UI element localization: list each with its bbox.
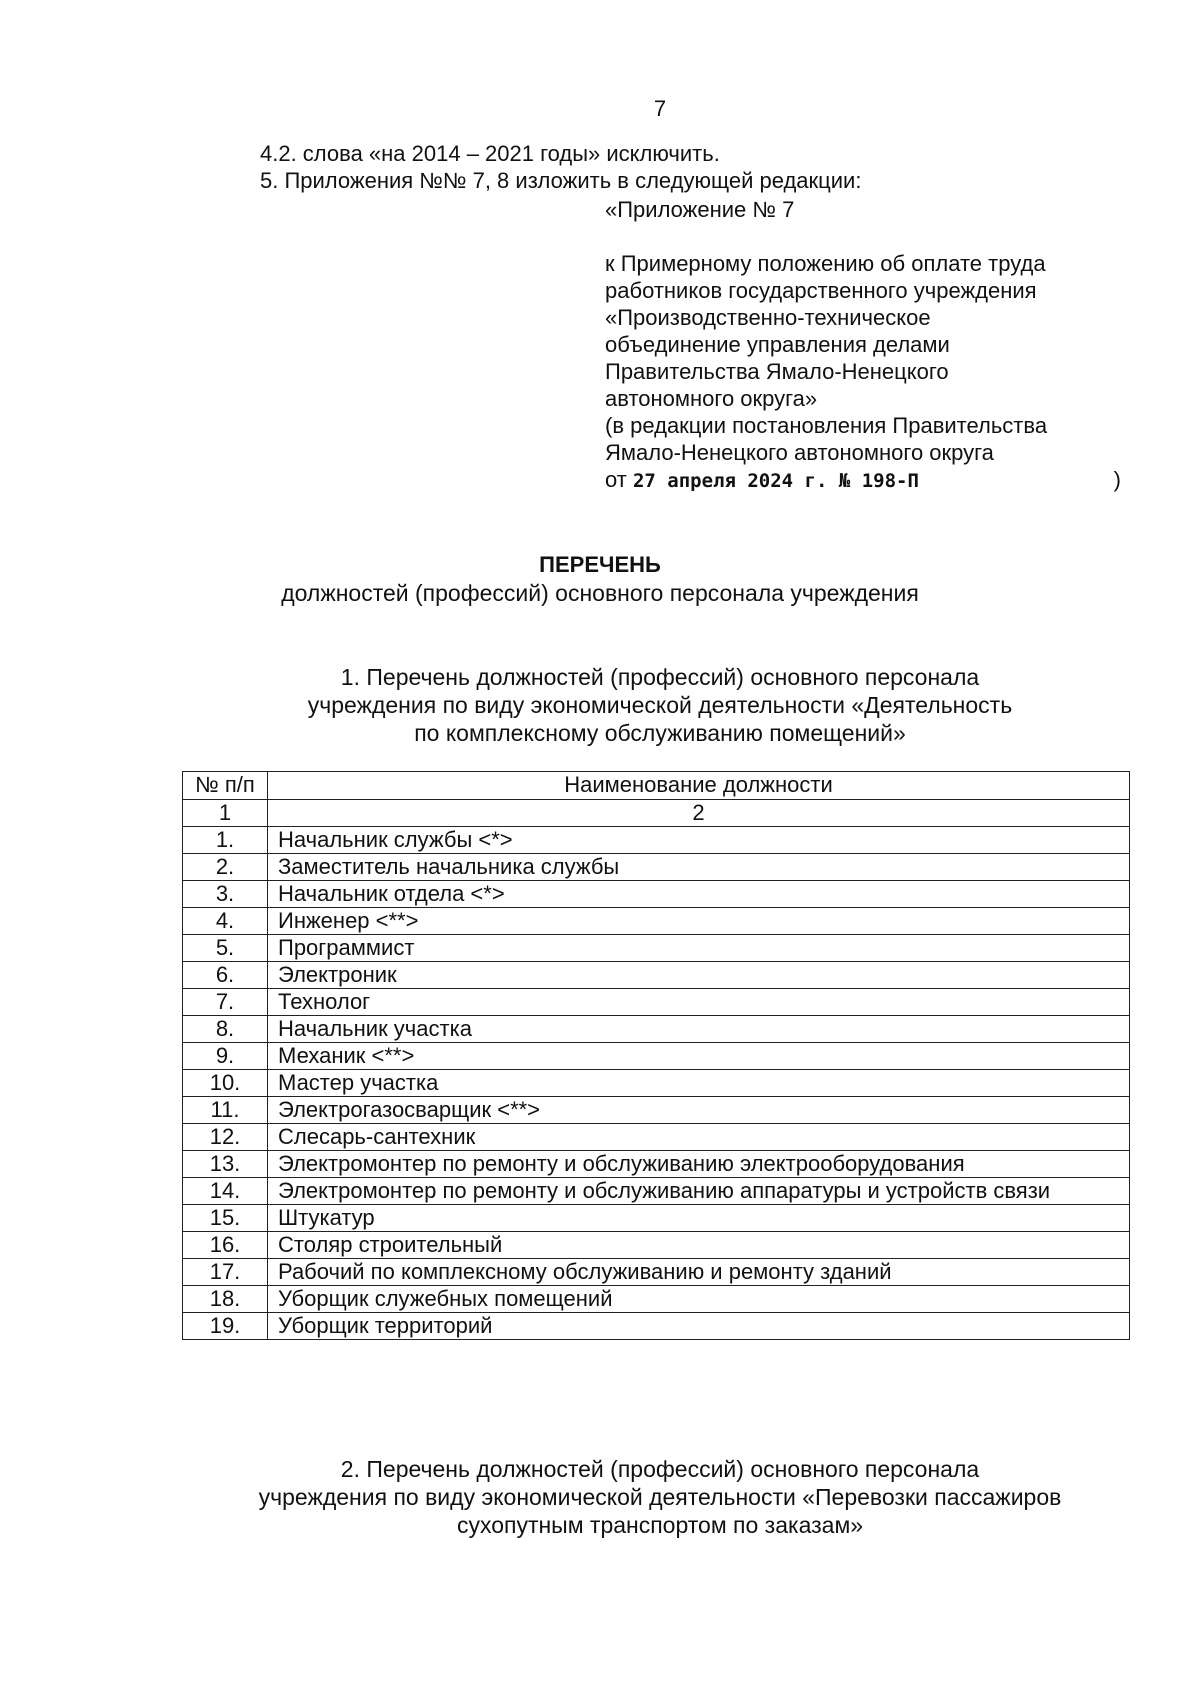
annex-date-value: 27 апреля 2024 г. № 198-П [632,470,919,492]
annex-close-paren: ) [1113,467,1121,492]
row-position-name: Электромонтер по ремонту и обслуживанию электрооборудования [268,1151,1130,1178]
annex-line: работников государственного учреждения [605,278,1037,303]
table-row [183,1151,1130,1178]
row-number: 7. [183,989,268,1016]
annex-date-line [605,466,1125,495]
row-number: 1. [183,827,268,854]
row-position-name: Уборщик территорий [268,1313,1130,1340]
row-number: 5. [183,935,268,962]
row-number: 3. [183,881,268,908]
row-position-name: Заместитель начальника службы [268,854,1130,881]
row-number: 2. [183,854,268,881]
row-position-name: Начальник службы <*> [268,827,1130,854]
table-row [183,854,1130,881]
header-position-name: Наименование должности [268,772,1130,800]
table-row [183,1178,1130,1205]
index-cell: 1 [183,800,268,827]
table-row [183,962,1130,989]
table-row [183,1232,1130,1259]
annex-date-prefix: от [605,467,627,492]
section-1-line: 1. Перечень должностей (профессий) основного персонала [340,664,980,690]
table-row [183,1016,1130,1043]
clause-5: 5. Приложения №№ 7, 8 изложить в следующей редакции: [260,168,862,193]
table-header-row [183,772,1130,800]
document-subtitle: должностей (профессий) основного персонала учреждения [281,580,919,606]
row-number: 14. [183,1178,268,1205]
table-row [183,1259,1130,1286]
annex-line: Ямало-Ненецкого автономного округа [605,440,994,465]
annex-heading [605,196,1125,223]
annex-heading-text: «Приложение № 7 [605,197,795,222]
row-position-name: Механик <**> [268,1043,1130,1070]
table-index-row [183,800,1130,827]
row-number: 9. [183,1043,268,1070]
positions-table [182,771,1130,1340]
row-position-name: Уборщик служебных помещений [268,1286,1130,1313]
row-position-name: Электромонтер по ремонту и обслуживанию аппаратуры и устройств связи [268,1178,1130,1205]
row-number: 16. [183,1232,268,1259]
row-number: 12. [183,1124,268,1151]
annex-line: Правительства Ямало-Ненецкого [605,359,949,384]
table-row [183,1205,1130,1232]
section-1-line: учреждения по виду экономической деятельности «Деятельность [307,692,1013,718]
row-number: 18. [183,1286,268,1313]
header-number: № п/п [183,772,268,800]
table-row [183,1124,1130,1151]
row-number: 11. [183,1097,268,1124]
annex-line: объединение управления делами [605,332,950,357]
page-number: 7 [653,96,667,121]
section-2-heading [180,1455,1140,1539]
row-number: 13. [183,1151,268,1178]
row-position-name: Программист [268,935,1130,962]
row-position-name: Рабочий по комплексному обслуживанию и ремонту зданий [268,1259,1130,1286]
row-number: 10. [183,1070,268,1097]
table-row [183,1286,1130,1313]
index-cell: 2 [268,800,1130,827]
row-position-name: Технолог [268,989,1130,1016]
row-position-name: Электрогазосварщик <**> [268,1097,1130,1124]
row-position-name: Начальник участка [268,1016,1130,1043]
row-position-name: Начальник отдела <*> [268,881,1130,908]
row-position-name: Штукатур [268,1205,1130,1232]
row-position-name: Слесарь-сантехник [268,1124,1130,1151]
annex-block [605,250,1125,495]
table-row [183,935,1130,962]
table-row [183,1097,1130,1124]
annex-line: автономного округа» [605,386,818,411]
row-number: 15. [183,1205,268,1232]
clause-4-2: 4.2. слова «на 2014 – 2021 годы» исключить. [260,141,720,166]
table-row [183,1043,1130,1070]
row-position-name: Мастер участка [268,1070,1130,1097]
section-2-line: 2. Перечень должностей (профессий) основного персонала [340,1456,980,1482]
section-2-line: сухопутным транспортом по заказам» [456,1512,864,1538]
row-number: 8. [183,1016,268,1043]
row-number: 6. [183,962,268,989]
table-row [183,1313,1130,1340]
row-number: 19. [183,1313,268,1340]
section-2-line: учреждения по виду экономической деятельности «Перевозки пассажиров [258,1484,1062,1510]
table-row [183,881,1130,908]
row-position-name: Столяр строительный [268,1232,1130,1259]
row-number: 17. [183,1259,268,1286]
document-title: ПЕРЕЧЕНЬ [539,552,661,577]
table-body [183,800,1130,1340]
annex-line: к Примерному положению об оплате труда [605,251,1046,276]
table-row [183,827,1130,854]
table-row [183,908,1130,935]
table-row [183,1070,1130,1097]
section-1-heading [180,663,1140,747]
table-row [183,989,1130,1016]
annex-line: «Производственно-техническое [605,305,931,330]
annex-line: (в редакции постановления Правительства [605,413,1048,438]
row-position-name: Электроник [268,962,1130,989]
row-position-name: Инженер <**> [268,908,1130,935]
row-number: 4. [183,908,268,935]
section-1-line: по комплексному обслуживанию помещений» [414,720,906,746]
